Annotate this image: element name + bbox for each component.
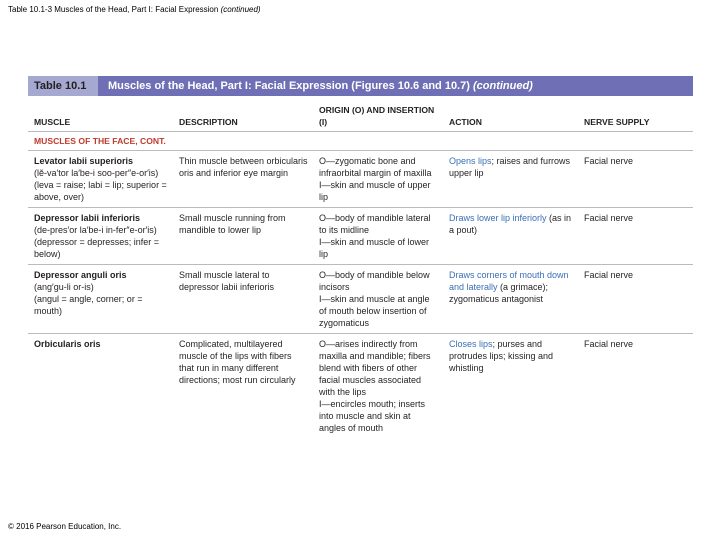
table-title-suffix: (continued) <box>472 80 533 92</box>
origin-insertion-line: I—skin and muscle at angle of mouth below insertion of zygomaticus <box>319 294 430 328</box>
origin-insertion-cell <box>313 208 443 265</box>
header-nerve-supply: NERVE SUPPLY <box>578 96 693 132</box>
muscle-cell <box>28 334 173 438</box>
origin-insertion-cell <box>313 151 443 208</box>
description-cell <box>173 334 313 438</box>
muscle-name: Depressor anguli oris <box>34 270 127 280</box>
nerve-text: Facial nerve <box>584 339 634 349</box>
description-cell <box>173 208 313 265</box>
slide-caption <box>8 5 261 14</box>
caption-suffix: (continued) <box>220 5 261 14</box>
table-banner <box>28 76 693 96</box>
copyright: © 2016 Pearson Education, Inc. <box>8 522 122 531</box>
muscle-cell <box>28 265 173 334</box>
nerve-cell <box>578 334 693 438</box>
nerve-text: Facial nerve <box>584 270 634 280</box>
description-text: Thin muscle between orbicularis oris and inferior eye margin <box>179 156 308 178</box>
origin-insertion-line: O—arises indirectly from maxilla and mandible; fibers blend with fibers of other facial muscles associated with the lips <box>319 339 431 397</box>
section-heading: MUSCLES OF THE FACE, CONT. <box>28 132 693 151</box>
muscle-name: Depressor labii inferioris <box>34 213 141 223</box>
action-detail: ; raises and furrows upper lip <box>449 156 571 178</box>
nerve-text: Facial nerve <box>584 213 634 223</box>
action-detail: (as in a pout) <box>449 213 572 235</box>
muscle-etymology: (leva = raise; labi = lip; superior = above, over) <box>34 180 167 202</box>
muscle-pronunciation: (ang′gu-li or-is) <box>34 282 94 292</box>
action-detail: ; purses and protrudes lips; kissing and whistling <box>449 339 554 373</box>
nerve-cell <box>578 208 693 265</box>
description-text: Small muscle running from mandible to lower lip <box>179 213 286 235</box>
description-text: Complicated, multilayered muscle of the lips with fibers that run in many different directions; most run circularly <box>179 339 296 385</box>
table-title <box>98 76 693 96</box>
origin-insertion-cell <box>313 265 443 334</box>
muscle-table <box>28 76 693 438</box>
origin-insertion-line: O—body of mandible lateral to its midline <box>319 213 431 235</box>
action-cell <box>443 265 578 334</box>
table-body <box>28 96 693 438</box>
description-text: Small muscle lateral to depressor labii inferioris <box>179 270 275 292</box>
muscle-pronunciation: (de-pres′or la′be-i in-fer″e-or′is) <box>34 225 157 235</box>
header-muscle: MUSCLE <box>28 96 173 132</box>
muscle-etymology: (angul = angle, corner; or = mouth) <box>34 294 143 316</box>
muscle-etymology: (depressor = depresses; infer = below) <box>34 237 160 259</box>
description-cell <box>173 265 313 334</box>
header-origin-insertion: ORIGIN (O) AND INSERTION (I) <box>313 96 443 132</box>
action-highlight: Closes lips <box>449 339 493 349</box>
nerve-cell <box>578 265 693 334</box>
table-title-text: Muscles of the Head, Part I: Facial Expression (Figures 10.6 and 10.7) <box>108 80 470 92</box>
action-highlight: Draws corners of mouth down and laterally <box>449 270 569 292</box>
table-number: Table 10.1 <box>28 76 98 96</box>
origin-insertion-line: I—skin and muscle of upper lip <box>319 180 431 202</box>
origin-insertion-line: I—skin and muscle of lower lip <box>319 237 430 259</box>
origin-insertion-line: O—zygomatic bone and infraorbital margin of maxilla <box>319 156 432 178</box>
origin-insertion-line: O—body of mandible below incisors <box>319 270 430 292</box>
action-cell <box>443 334 578 438</box>
caption-text: Table 10.1-3 Muscles of the Head, Part I: Facial Expression <box>8 5 219 14</box>
header-action: ACTION <box>443 96 578 132</box>
action-detail: (a grimace); zygomaticus antagonist <box>449 282 549 304</box>
header-description: DESCRIPTION <box>173 96 313 132</box>
action-highlight: Opens lips <box>449 156 492 166</box>
action-cell <box>443 151 578 208</box>
origin-insertion-line: I—encircles mouth; inserts into muscle and skin at angles of mouth <box>319 399 426 433</box>
action-cell <box>443 208 578 265</box>
nerve-text: Facial nerve <box>584 156 634 166</box>
action-highlight: Draws lower lip inferiorly <box>449 213 547 223</box>
description-cell <box>173 151 313 208</box>
origin-insertion-cell <box>313 334 443 438</box>
muscle-pronunciation: (lĕ-va′tor la′be-i soo-per″e-or′is) <box>34 168 159 178</box>
nerve-cell <box>578 151 693 208</box>
muscle-cell <box>28 151 173 208</box>
muscle-name: Orbicularis oris <box>34 339 101 349</box>
muscle-cell <box>28 208 173 265</box>
muscle-name: Levator labii superioris <box>34 156 134 166</box>
